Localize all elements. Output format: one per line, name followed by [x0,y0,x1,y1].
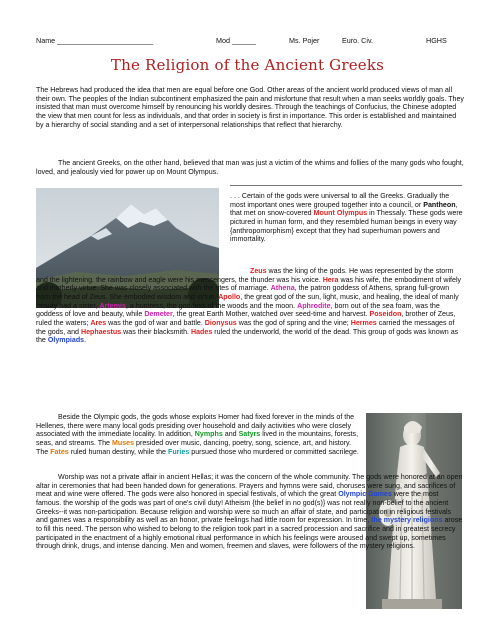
god-dionysus: Dionysus [204,318,237,327]
god-hades: Hades [190,327,213,336]
term-muses: Muses [111,438,135,447]
paragraph-olympians: Zeus was the king of the gods. He was represented by the storm and the lightening. the rainbow and eagle were his messengers, the thunder was his voice. Hera was his wife, the embodiment of wifely and motherly virtue. She was closely associated with the rites of marriage. Athena, the patron goddess of Athens, sprang full-grown from the head of Zeus. She embodied wisdom and virtue. Apollo, the great god of the sun, light, music, and healing, the ideal of manly beauty had a sister, Artemis, a huntress, the goddess of the woods and the moon. Aphrodite, born out of the sea foam, was the goddess of love and beauty, while Demeter, the great Earth Mother, watched over seed-time and harvest. Poseidon, brother of Zeus, ruled the waters; Ares was the god of war and battle. Dionysus was the god of spring and the vine; Hermes carried the messages of the gods, and Hephaestus was their blacksmith. Hades ruled the underworld, the world of the dead. This group of gods was known as the Olympiads. [36,267,462,345]
term-nymphs: Nymphs [194,430,223,439]
paragraph-pantheon: . . . Certain of the gods were universal to all the Greeks. Gradually the most important ones were grouped together into a council, or Pantheon, that met on snow-covered Mount Olympus in Thessaly. These gods were pictured in human form, and they resembled human beings in every way {anthropomorphism} except that they had superhuman powers and immortality. [230,192,463,244]
god-zeus: Zeus [250,267,267,275]
mod-field: Mod ______ [216,36,256,45]
god-aphrodite: Aphrodite [297,301,331,310]
god-athena: Athena [270,284,295,293]
paragraph-greeks: The ancient Greeks, on the other hand, believed that man was just a victim of the whims and follies of the many gods who fought, loved, and jealously vied for power up on Mount Olympus. [36,159,464,176]
god-apollo: Apollo [218,292,241,301]
name-field: Name ________________________ [36,36,154,45]
god-ares: Ares [90,318,107,327]
god-hephaestus: Hephaestus [80,327,122,336]
paragraph-worship: Worship was not a private affair in ancient Hellas; it was the concern of the whole community. The gods were honored at an open altar in ceremonies that had been handed down for generations. Prayers and hymns were said, choruses were sung, and sacrifices of meat and wine were offered. The gods were also honored in special festivals, of which the great Olympic Games were the most famous. the worship of the gods was part of one's civil duty! Atheism {the belief in no god(s)} was not really non-belief to the ancient Greeks--it was non-participation. Because religion and worship were so much an affair of state, and participation in religious festivals and games was a responsibility as well as an honor, private feelings had little room for expression. In time, the mystery religions arose to fill this need. The person who wished to belong to the religion took part in a sacred procession and sacrifice and in greatest secrecy participated in the enactment of a highly emotional ritual performance in which his feelings were aroused and swept up, sometimes through drink, drugs, and intense dancing. Men and women, freemen and slaves, were followers of the mystery religions. [36,473,463,551]
term-olympiads: Olympiads [47,336,85,345]
term-mount-olympus: Mount Olympus [313,209,368,218]
term-satyrs: Satyrs [238,430,261,439]
section-divider [230,185,462,186]
term-furies: Furies [167,447,190,456]
paragraph-local-gods: Beside the Olympic gods, the gods whose exploits Homer had fixed forever in the minds of the Hellenes, there were many local gods presiding over household and daily activities who were closely associated with the immediate locality. In addition, Nymphs and Satyrs lived in the mountains, forests, seas, and streams. The Muses presided over music, dancing, poetry, song, science, art, and history. The Fates ruled human destiny, while the Furies pursued those who murdered or committed sacrilege. [36,413,359,456]
term-mystery-religions: the mystery religions [371,516,443,525]
god-artemis: Artemis [99,301,126,310]
god-poseidon: Poseidon [369,310,402,319]
course-name: Euro. Civ. [342,36,374,45]
term-fates: Fates [50,447,69,456]
paragraph-intro: The Hebrews had produced the idea that men are equal before one God. Other areas of the ancient world produced views of man all their own. The peoples of the Indian subcontinent emphasized the pain and misfortune that result when a man seeks worldly goals. They insisted that man must overcome himself by renouncing his worldly desires. Through the teachings of Confucius, the Chinese adopted the view that men count for less as individuals, and that order in society is first in importance. This order is established and maintained by a hierarchy of social standing and a set of interpersonal relationships that reflect that hierarchy. [36,86,464,129]
god-hera: Hera [322,275,339,284]
god-demeter: Demeter [144,310,173,319]
term-olympic-games: Olympic Games [338,490,392,499]
term-pantheon: Pantheon [423,200,456,209]
god-hermes: Hermes [350,318,377,327]
page-title: The Religion of the Ancient Greeks [110,56,385,74]
school-name: HGHS [426,36,447,45]
teacher-name: Ms. Pojer [289,36,320,45]
